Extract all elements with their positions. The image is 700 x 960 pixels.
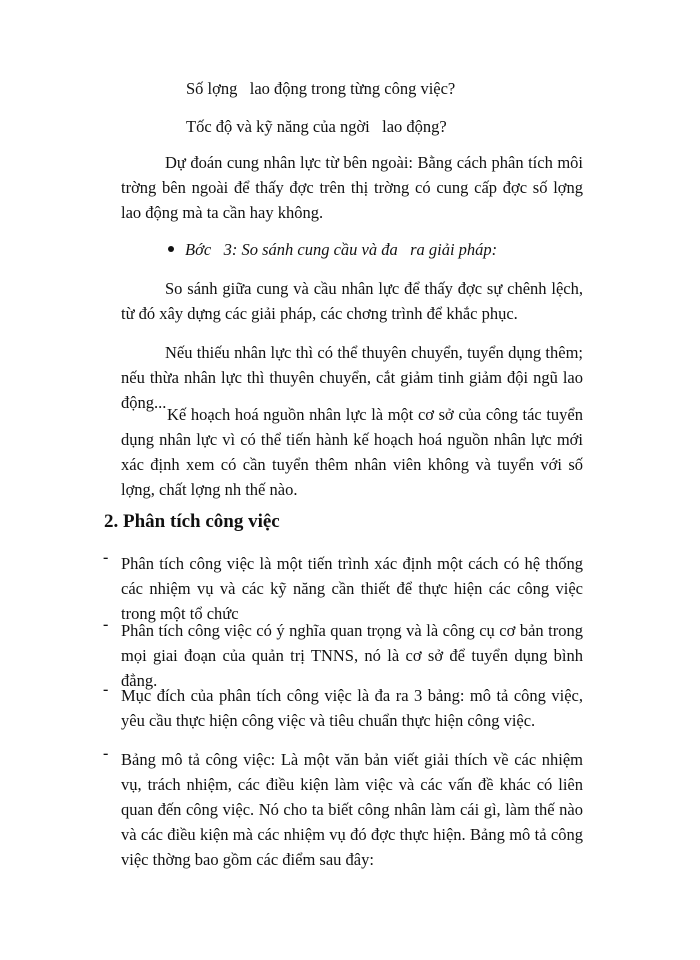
list-item-importance: Phân tích công việc có ý nghĩa quan trọng và là công cụ cơ bản trong mọi giai đoạn của quản trị TNNS, nó là cơ sở để tuyển dụng bình đẳng.: [121, 621, 583, 690]
dash-marker: -: [103, 616, 109, 633]
dash-marker: -: [103, 549, 109, 566]
list-item-job-description: Bảng mô tả công việc: Là một văn bản viết giải thích về các nhiệm vụ, trách nhiệm, các điều kiện làm việc và các vấn đề khác có liên quan đến công việc. Nó cho ta biết công nhân làm cái gì, làm thế nào và các điều kiện mà các nhiệm vụ đó đợc thực hiện. Bảng mô tả công việc thờng bao gồm các điểm sau đây:: [121, 750, 583, 869]
step3-heading: Bớc 3: So sánh cung cầu và đa ra giải pháp:: [185, 240, 498, 259]
section-heading: 2. Phân tích công việc: [104, 511, 280, 532]
paragraph-shortage: Nếu thiếu nhân lực thì có thể thuyên chuyển, tuyển dụng thêm; nếu thừa nhân lực thì thuyên chuyển, cắt giảm tinh giảm đội ngũ lao động...: [121, 343, 583, 412]
list-item-definition: Phân tích công việc là một tiến trình xác định một cách có hệ thống các nhiệm vụ và các kỹ năng cần thiết để thực hiện các công việc trong một tổ chức: [121, 554, 583, 623]
dash-marker: -: [103, 681, 109, 698]
paragraph-compare: So sánh giữa cung và cầu nhân lực để thấy đợc sự chênh lệch, từ đó xây dựng các giải pháp, các chơng trình để khắc phục.: [121, 279, 583, 323]
list-item-purpose: Mục đích của phân tích công việc là đa ra 3 bảng: mô tả công việc, yêu cầu thực hiện công việc và tiêu chuẩn thực hiện công việc.: [121, 686, 583, 730]
line-labor-quantity: Số lợng lao động trong từng công việc?: [186, 79, 456, 98]
line-labor-speed: Tốc độ và kỹ năng của ngời lao động?: [186, 117, 447, 136]
paragraph-external-supply: Dự đoán cung nhân lực từ bên ngoài: Bằng cách phân tích môi trờng bên ngoài để thấy đợc trên thị trờng có cung cấp đợc số lợng lao động mà ta cần hay không.: [121, 153, 583, 222]
bullet-dot-icon: [168, 246, 174, 252]
paragraph-planning: Kế hoạch hoá nguồn nhân lực là một cơ sở của công tác tuyển dụng nhân lực vì có thể tiến hành kế hoạch hoá nguồn nhân lực mới xác định xem có cần tuyển thêm nhân viên không và tuyển với số lợng, chất lợng nh thế nào.: [121, 405, 583, 499]
dash-marker: -: [103, 745, 109, 762]
